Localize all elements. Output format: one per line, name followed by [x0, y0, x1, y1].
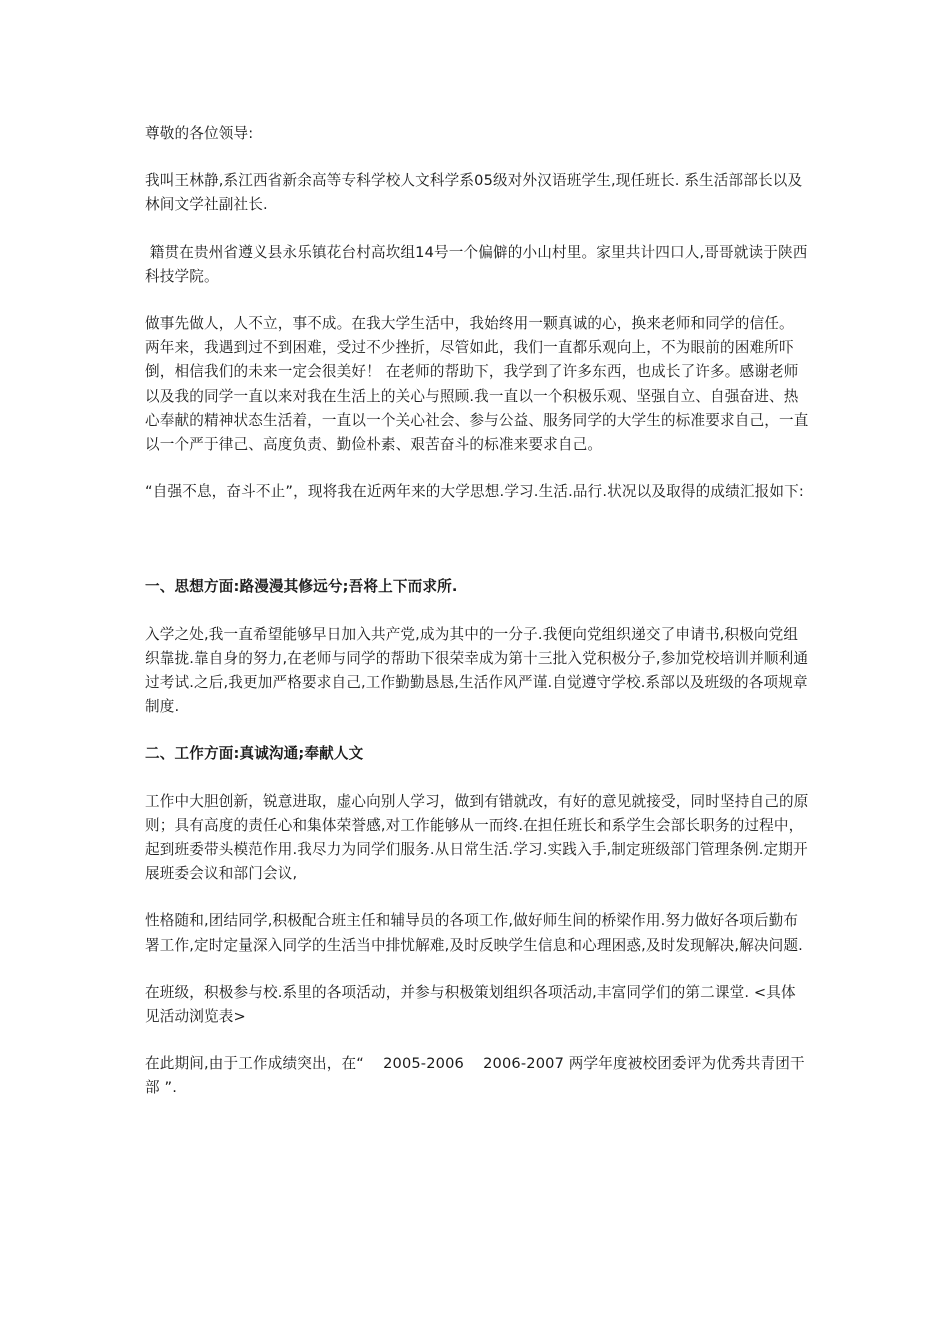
work-paragraph-2: 性格随和,团结同学,积极配合班主任和辅导员的各项工作,做好师生间的桥梁作用.努力做好各项后勤布署工作,定时定量深入同学的生活当中排忧解难,及时反映学生信息和心理困惑,及时发现解决,解决问题. — [145, 912, 803, 954]
work-paragraph-3: 在班级，积极参与校.系里的各项活动，并参与积极策划组织各项活动,丰富同学们的第二课堂. <具体见活动浏览表> — [145, 983, 796, 1026]
section-heading-thought: 一、思想方面:路漫漫其修远兮;吾将上下而求所. — [145, 578, 458, 596]
work-paragraph-4: 在此期间,由于工作成绩突出，在“ 2005-2006 2006-2007 两学年度被校团委评为优秀共青团干部 ”. — [145, 1055, 805, 1097]
motto-paragraph: “自强不息，奋斗不止”，现将我在近两年来的大学思想.学习.生活.品行.状况以及取得的成绩汇报如下: — [145, 483, 804, 501]
intro-paragraph: 我叫王林静,系江西省新余高等专科学校人文科学系05级对外汉语班学生,现任班长. 系生活部部长以及林间文学社副社长. — [145, 172, 803, 214]
document-body — [145, 122, 813, 1124]
work-paragraph-1: 工作中大胆创新，锐意进取，虚心向别人学习，做到有错就改，有好的意见就接受，同时坚持自己的原则；具有高度的责任心和集体荣誉感,对工作能够从一而终.在担任班长和系学生会部长职务的过程中，起到班委带头模范作用.我尽力为同学们服务.从日常生活.学习.实践入手,制定班级部门管理条例.定期开展班委会议和部门会议, — [145, 792, 809, 883]
blank-space — [145, 527, 810, 575]
salutation: 尊敬的各位领导: — [145, 125, 254, 142]
origin-paragraph: 籍贯在贵州省遵义县永乐镇花台村高坎组14号一个偏僻的小山村里。家里共计四口人,哥哥就读于陕西科技学院。 — [145, 243, 808, 285]
section-heading-work: 二、工作方面:真诚沟通;奉献人文 — [145, 745, 364, 763]
thought-paragraph: 入学之处,我一直希望能够早日加入共产党,成为其中的一分子.我便向党组织递交了申请书,积极向党组织靠拢.靠自身的努力,在老师与同学的帮助下很荣幸成为第十三批入党积极分子,参加党校培训并顺利通过考试.之后,我更加严格要求自己,工作勤勤恳恳,生活作风严谨.自觉遵守学校.系部以及班级的各项规章制度. — [145, 625, 809, 716]
character-paragraph: 做事先做人，人不立，事不成。在我大学生活中，我始终用一颗真诚的心，换来老师和同学的信任。 两年来，我遇到过不到困难，受过不少挫折，尽管如此，我们一直都乐观向上，不为眼前的困难所吓倒，相信我们的未来一定会很美好！ 在老师的帮助下，我学到了许多东西，也成长了许多。感谢老师以及我的同学一直以来对我在生活上的关心与照顾.我一直以一个积极乐观、坚强自立、自强奋进、热心奉献的精神状态生活着，一直以一个关心社会、参与公益、服务同学的大学生的标准要求自己，一直以一个严于律己、高度负责、勤俭朴素、艰苦奋斗的标准来要求自己。 — [145, 315, 813, 454]
